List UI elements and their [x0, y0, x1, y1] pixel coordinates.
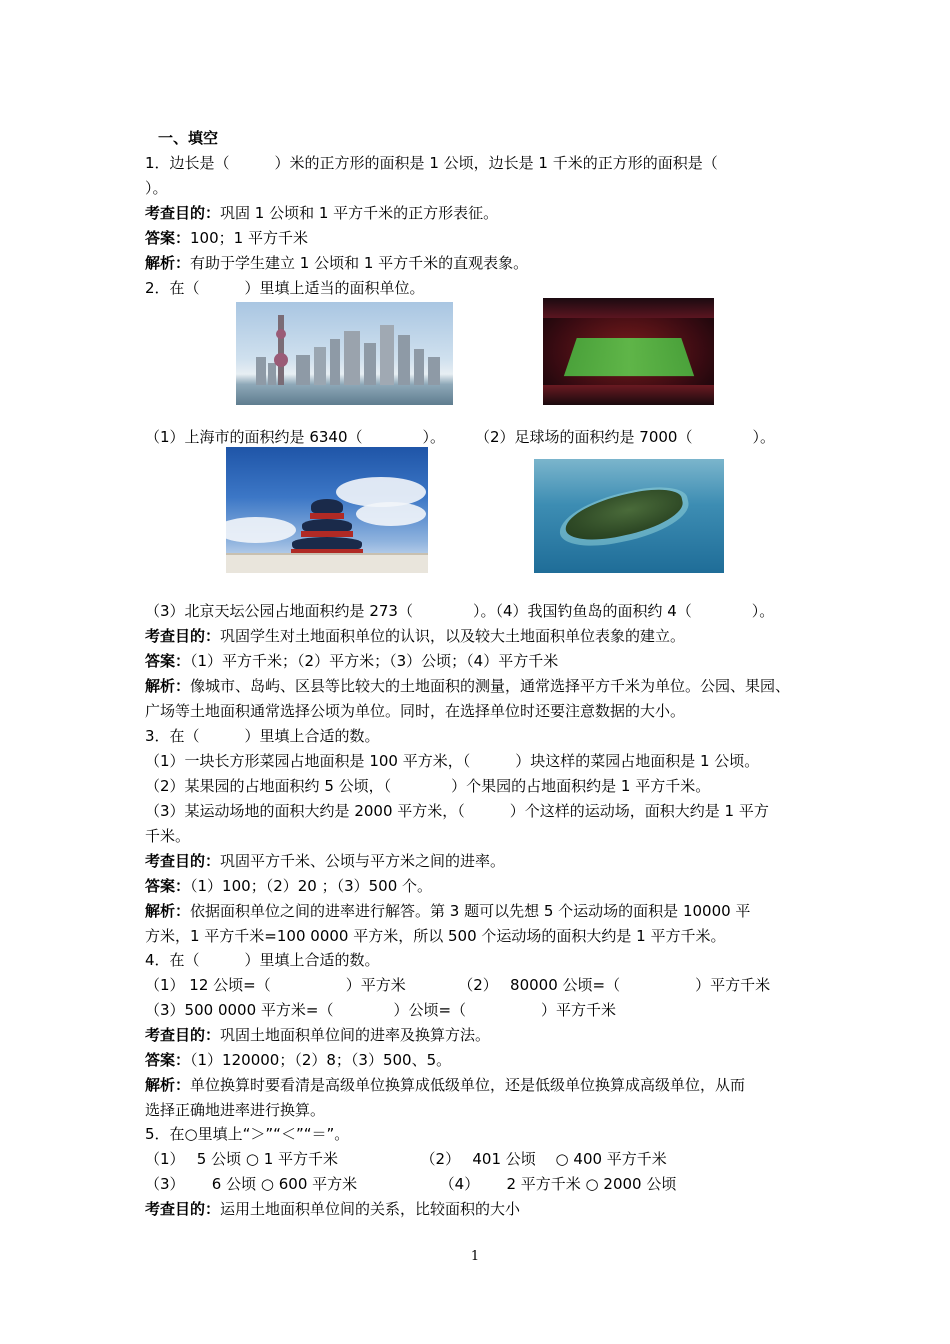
answer-text: （1）120000；（2）8；（3）500、5。 [190, 1051, 452, 1069]
analysis-text: 有助于学生建立 1 公顷和 1 平方千米的直观表象。 [190, 254, 529, 272]
q3-item-3b: 千米。 [145, 827, 191, 845]
q2-purpose [145, 626, 685, 646]
purpose-label: 考查目的： [145, 1200, 221, 1218]
q1-text-b: ）。 [145, 179, 168, 197]
answer-label: 答案： [145, 877, 191, 895]
purpose-label: 考查目的： [145, 627, 221, 645]
purpose-text: 巩固学生对土地面积单位的认识，以及较大土地面积单位表象的建立。 [220, 627, 686, 645]
analysis-text: 单位换算时要看清是高级单位换算成低级单位，还是低级单位换算成高级单位，从而 [190, 1076, 746, 1094]
analysis-label: 解析： [145, 677, 191, 695]
q2-items-b: （3）北京天坛公园占地面积约是 273（ ）。（4）我国钓鱼岛的面积约 4（ ）。 [145, 602, 775, 620]
purpose-text: 巩固平方千米、公顷与平方米之间的进率。 [220, 852, 506, 870]
analysis-label: 解析： [145, 254, 191, 272]
answer-label: 答案： [145, 1051, 191, 1069]
q1-text-a: 1．边长是（ ）米的正方形的面积是 1 公顷，边长是 1 千米的正方形的面积是（ [145, 154, 718, 172]
q3-item-1: （1）一块长方形菜园占地面积是 100 平方米，（ ）块这样的菜园占地面积是 1 公顷。 [145, 752, 760, 770]
temple-of-heaven-image [226, 447, 428, 573]
purpose-label: 考查目的： [145, 852, 221, 870]
pitch [564, 338, 694, 376]
q3-answer [145, 876, 432, 896]
q4-items-a: （1） 12 公顷=（ ）平方米 （2） 80000 公顷=（ ）平方千米 [145, 976, 771, 994]
analysis-text: 像城市、岛屿、区县等比较大的土地面积的测量，通常选择平方千米为单位。公园、果园、 [190, 677, 791, 695]
q3-analysis-b: 方米，1 平方千米=100 0000 平方米，所以 500 个运动场的面积大约是 1 平方千米。 [145, 927, 726, 945]
analysis-label: 解析： [145, 902, 191, 920]
section-title: 一、填空 [158, 129, 219, 147]
q5-items-a: （1） 5 公顷 ○ 1 平方千米 （2） 401 公顷 ○ 400 平方千米 [145, 1150, 667, 1168]
tv-tower [278, 315, 284, 385]
diaoyu-island-image [534, 459, 724, 573]
page-number: 1 [470, 1249, 480, 1264]
q4-answer [145, 1050, 451, 1070]
q3-analysis-a [145, 901, 750, 921]
q4-purpose [145, 1025, 490, 1045]
purpose-text: 运用土地面积单位间的关系，比较面积的大小 [220, 1200, 521, 1218]
q1-purpose [145, 203, 498, 223]
answer-text: 100；1 平方千米 [190, 229, 308, 247]
analysis-label: 解析： [145, 1076, 191, 1094]
answer-label: 答案： [145, 229, 191, 247]
q2-analysis-b: 广场等土地面积通常选择公顷为单位。同时，在选择单位时还要注意数据的大小。 [145, 702, 686, 720]
answer-text: （1）平方千米；（2）平方米；（3）公顷；（4）平方千米 [190, 652, 559, 670]
q2-items-a: （1）上海市的面积约是 6340（ ）。 （2）足球场的面积约是 7000（ ）。 [145, 428, 775, 446]
q2-analysis-a [145, 676, 790, 696]
q3-item-3a: （3）某运动场地的面积大约是 2000 平方米，（ ）个这样的运动场，面积大约是 1 平方 [145, 802, 769, 820]
q4-items-b: （3）500 0000 平方米=（ ）公顷=（ ）平方千米 [145, 1001, 617, 1019]
q4-text: 4．在（ ）里填上合适的数。 [145, 951, 380, 969]
q4-analysis-b: 选择正确地进率进行换算。 [145, 1101, 326, 1119]
q1-answer [145, 228, 308, 248]
q3-text: 3．在（ ）里填上合适的数。 [145, 727, 380, 745]
q3-purpose [145, 851, 505, 871]
q2-answer [145, 651, 558, 671]
q4-analysis-a [145, 1075, 745, 1095]
purpose-label: 考查目的： [145, 204, 221, 222]
q2-text: 2．在（ ）里填上适当的面积单位。 [145, 279, 425, 297]
football-stadium-image [543, 298, 714, 405]
answer-label: 答案： [145, 652, 191, 670]
q3-item-2: （2）某果园的占地面积约 5 公顷，（ ）个果园的占地面积约是 1 平方千米。 [145, 777, 711, 795]
purpose-text: 巩固土地面积单位间的进率及换算方法。 [220, 1026, 491, 1044]
purpose-text: 巩固 1 公顷和 1 平方千米的正方形表征。 [220, 204, 499, 222]
q5-purpose [145, 1199, 520, 1219]
q5-text: 5．在○里填上“＞”“＜”“＝”。 [145, 1125, 350, 1143]
shanghai-skyline-image [236, 302, 453, 405]
answer-text: （1）100；（2）20 ；（3）500 个。 [190, 877, 433, 895]
q5-items-b: （3） 6 公顷 ○ 600 平方米 （4） 2 平方千米 ○ 2000 公顷 [145, 1175, 677, 1193]
purpose-label: 考查目的： [145, 1026, 221, 1044]
q1-analysis [145, 253, 528, 273]
analysis-text: 依据面积单位之间的进率进行解答。第 3 题可以先想 5 个运动场的面积是 10000 平 [190, 902, 751, 920]
